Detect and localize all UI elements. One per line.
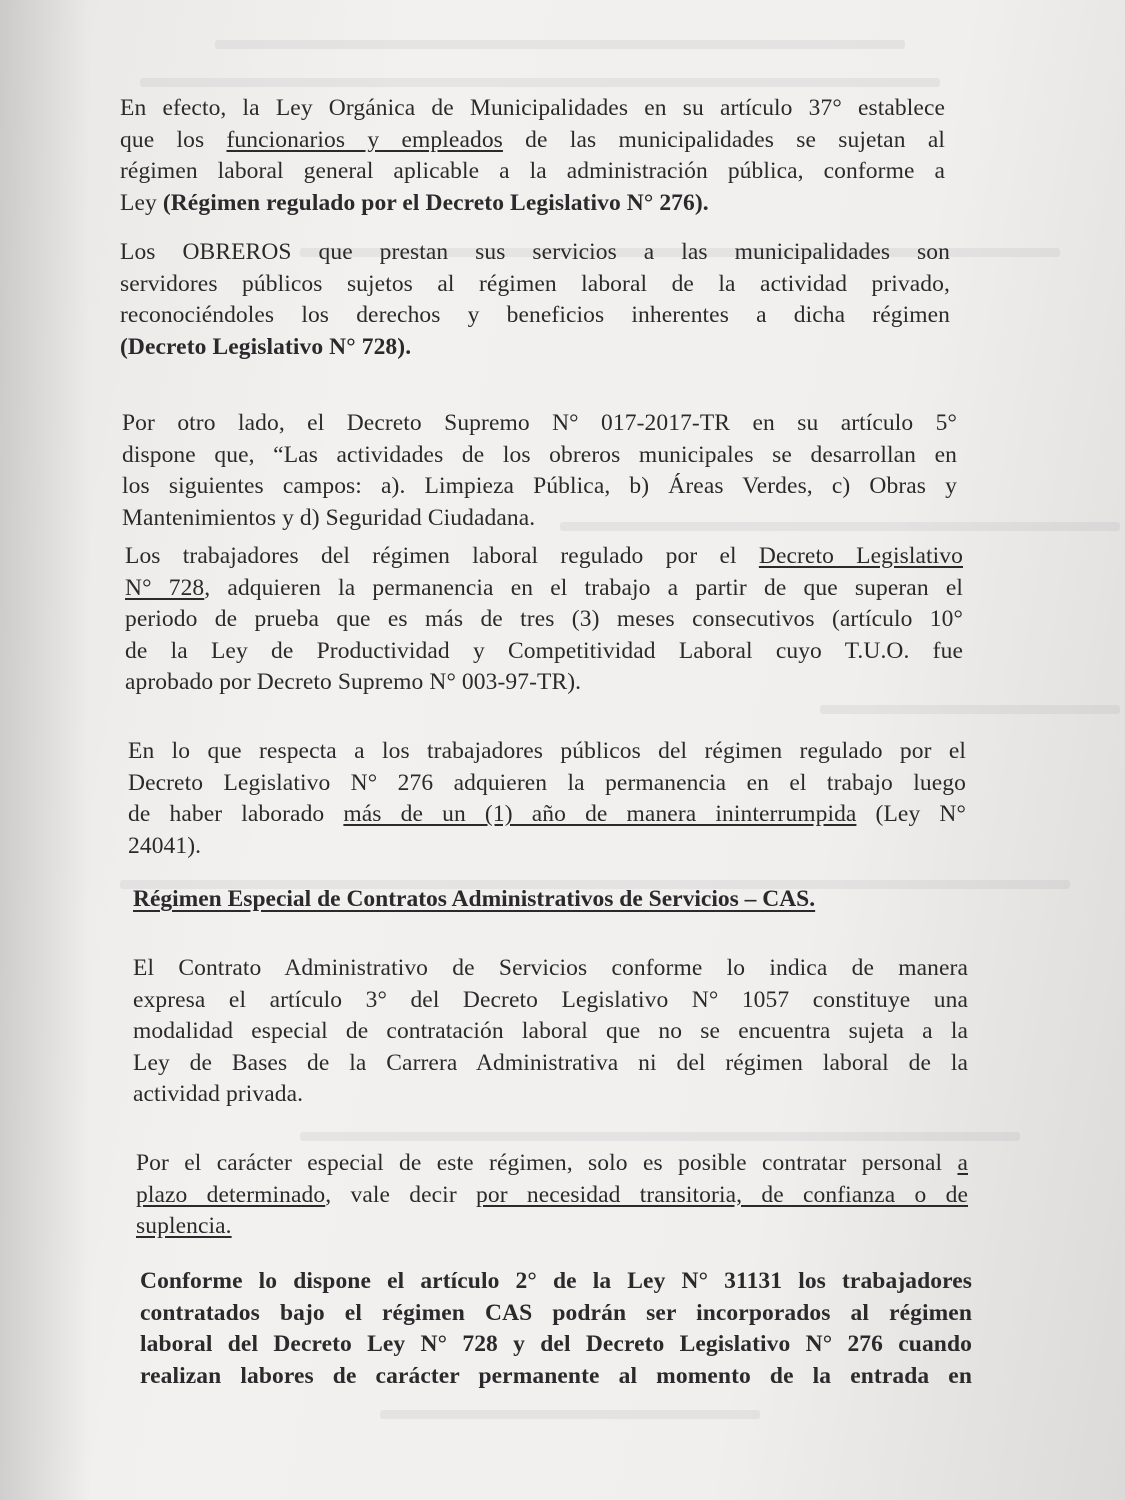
paragraph-1 [120,93,945,219]
text-line: reconociéndoles los derechos y beneficios inherentes a dicha régimen [120,302,950,328]
underlined-text: a [957,1150,968,1176]
bleed-through [300,1132,1020,1141]
paragraph-7 [136,1148,968,1243]
text-line: periodo de prueba que es más de tres (3) meses consecutivos (artículo 10° [125,606,963,632]
text-line: 24041). [128,832,202,859]
text-run: (Ley N° [856,801,966,827]
text-line: En lo que respecta a los trabajadores públicos del régimen regulado por el [128,738,966,764]
paragraph-8 [140,1266,972,1392]
text-line: los siguientes campos: a). Limpieza Pública, b) Áreas Verdes, c) Obras y [122,473,957,499]
text-line: Conforme lo dispone el artículo 2° de la Ley N° 31131 los trabajadores [140,1268,972,1294]
text-line: dispone que, “Las actividades de los obreros municipales se desarrollan en [122,441,957,468]
text-run: , vale decir [325,1181,477,1208]
text-line [120,188,945,220]
text-line: Los OBREROS que prestan sus servicios a las municipalidades son [120,239,950,265]
section-heading: Régimen Especial de Contratos Administrativos de Servicios – CAS. [133,886,816,912]
text-line: Ley de Bases de la Carrera Administrativa ni del régimen laboral de la [133,1049,968,1076]
paragraph-4 [125,541,963,699]
underlined-text: suplencia. [136,1213,232,1239]
bleed-through [215,40,905,49]
text-run: de haber laborado [128,801,344,827]
text-line: modalidad especial de contratación laboral que no se encuentra sujeta a la [133,1018,968,1044]
text-line: actividad privada. [133,1081,304,1107]
text-line: expresa el artículo 3° del Decreto Legislativo N° 1057 constituye una [133,986,968,1013]
underlined-text: plazo determinado [136,1181,326,1208]
paragraph-3 [122,408,957,534]
text-line: laboral del Decreto Ley N° 728 y del Decreto Legislativo N° 276 cuando [140,1331,972,1357]
bold-text: (Decreto Legislativo N° 728). [120,333,412,360]
bleed-through [380,1410,760,1419]
text-line [136,1180,968,1212]
text-line: En efecto, la Ley Orgánica de Municipalidades en su artículo 37° establece [120,95,945,121]
text-run: , adquieren la permanencia en el trabajo a partir de que superan el [204,574,964,601]
text-run: que los [120,126,227,153]
text-line: aprobado por Decreto Supremo N° 003-97-TR). [125,669,582,695]
paragraph-5 [128,736,966,862]
text-line: de la Ley de Productividad y Competitividad Laboral cuyo T.U.O. fue [125,637,963,664]
text-line: Decreto Legislativo N° 276 adquieren la permanencia en el trabajo luego [128,769,966,796]
text-line [125,573,963,605]
text-run: Ley [120,189,163,216]
text-run: de las municipalidades se sujetan al [502,126,945,153]
text-line: servidores públicos sujetos al régimen laboral de la actividad privado, [120,270,950,297]
text-line: contratados bajo el régimen CAS podrán ser incorporados al régimen [140,1299,972,1326]
paragraph-2 [120,237,950,363]
bleed-through [140,78,940,87]
text-run: Por el carácter especial de este régimen, solo es posible contratar personal [136,1150,958,1176]
underlined-text: más de un (1) año de manera ininterrumpida [343,801,857,827]
underlined-text: por necesidad transitoria, de confianza o de [476,1181,968,1208]
text-line [128,799,966,831]
text-run: Los trabajadores del régimen laboral regulado por el [125,543,759,569]
underlined-text: N° 728 [125,574,205,601]
text-line: régimen laboral general aplicable a la administración pública, conforme a [120,158,945,184]
page-shadow [0,0,90,1500]
bold-text: (Régimen regulado por el Decreto Legislativo N° 276). [162,189,709,216]
text-line: realizan labores de carácter permanente al momento de la entrada en [140,1362,972,1389]
paragraph-6 [133,953,968,1111]
text-line: Por otro lado, el Decreto Supremo N° 017-2017-TR en su artículo 5° [122,410,957,436]
text-line [136,1148,968,1180]
underlined-text: Decreto Legislativo [758,543,963,569]
bleed-through [820,705,1120,714]
text-line [120,125,945,157]
underlined-text: funcionarios y empleados [226,126,503,153]
text-line: El Contrato Administrativo de Servicios conforme lo indica de manera [133,955,968,981]
text-line: Mantenimientos y d) Seguridad Ciudadana. [122,504,536,531]
text-line [125,541,963,573]
